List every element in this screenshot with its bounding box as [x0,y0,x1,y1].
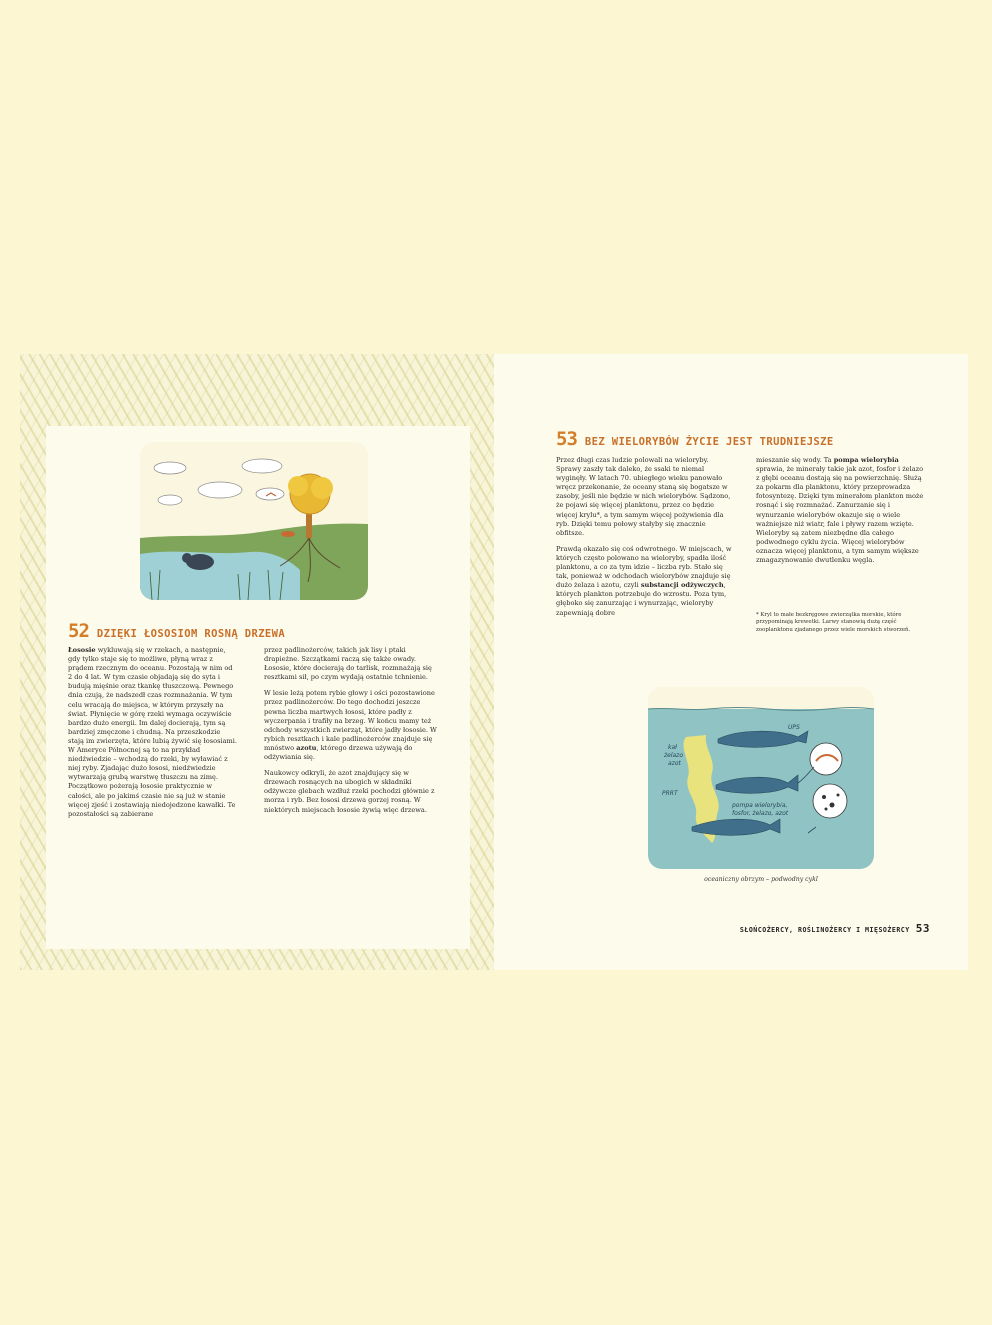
paragraph-text: Prawdą okazało się coś odwrotnego. W miejscach, w których często polowano na wieloryby, spadła ilość planktonu, a co za tym idzie – liczba ryb. Stało się tak, ponieważ w odchodach wielorybów znajduje się dużo żelaza i azotu, czyli [556,544,732,590]
section-number: 52 [68,620,89,642]
left-column-2 [264,646,440,822]
label-fosfor: fosfor, żelazo, azot [732,810,789,817]
bold-term: substancji odżywczych [640,581,724,590]
paragraph-text: mieszanie się wody. Ta [756,456,834,464]
bold-term: azotu [296,743,317,752]
paragraph: Naukowcy odkryli, że azot znajdujący się w drzewach rosnących na ubogich w składniki odżywcze glebach wzdłuż rzeki pochodzi głównie z morza i ryb. Bez łososi drzewa gorzej rosną. W niektórych miejscach łososie żywią więc drzewa. [264,769,435,814]
running-footer [740,922,930,935]
footer-text: SŁOŃCOŻERCY, ROŚLINOŻERCY I MIĘSOŻERCY [739,926,910,934]
left-page [20,354,494,970]
salmon-river-illustration [140,442,368,600]
section-title: DZIĘKI ŁOSOSIOM ROSNĄ DRZEWA [96,628,286,640]
label-azot: azot [668,760,681,767]
bold-term: Łososie [68,646,96,654]
paragraph [556,545,732,618]
whale-pump-diagram [648,687,874,869]
paragraph: Przez długi czas ludzie polowali na wieloryby. Sprawy zaszły tak daleko, że ssaki te niemal wyginęły. W latach 70. ubiegłego wieku panowało wręcz przekonanie, że oceany staną się bogatsze w zasoby, jeśli nie będzie w nich wielorybów. Sądzono, że pojawi się więcej planktonu, przez co będzie więcej krylu*, a tym samym więcej pożywienia dla ryb. Dzięki temu połowy stałyby się znacznie obfitsze. [556,456,731,537]
right-page [494,354,968,970]
left-column-1 [68,646,238,826]
page-number: 53 [915,922,930,935]
footnote: * Kryl to małe bezkręgowe zwierzątka morskie, które przypominają krewetki. Larwy stanowią dużą część zooplanktonu zjadanego przez wiele morskich stworzeń. [756,612,911,633]
section-52-heading [68,620,285,642]
label-pompa: pompa wielorybia, [732,802,788,809]
label-kal: kał [668,744,677,751]
label-ups: UPS [788,724,800,731]
paragraph [756,456,926,565]
paragraph-text: W lesie leżą potem rybie głowy i ości pozostawione przez padlinożerców. Do tego dochodzi jeszcze pewna liczba martwych łososi, które padły z wyczerpania i trafiły na brzeg. W końcu mamy też odchody wszystkich zwierząt, które jadły łososie. W rybich resztkach i kale padlinożerców znajduje się mnóstwo [264,689,437,752]
book-spread [20,354,968,970]
right-column-2 [756,456,926,572]
paragraph [68,646,238,819]
bold-term: pompa wielorybia [833,456,899,464]
label-prrt: PRRT [662,790,678,797]
paragraph-text: , których plankton potrzebuje do wzrostu. Poza tym, głęboko się zanurzając i wynurzając, wieloryby zapewniają dobre [556,581,727,617]
section-53-heading [556,428,834,450]
diagram-caption: oceaniczny obrzym – podwodny cykl [704,876,818,883]
paragraph: przez padlinożerców, takich jak lisy i ptaki drapieżne. Szczątkami raczą się także owady. Łososie, które docierają do tarlisk, rozmnażają się resztkami sił, po czym wydają ostatnie tchnienie. [264,646,432,682]
section-number: 53 [556,428,577,450]
left-content-panel [46,426,470,949]
label-zelazo: żelazo [664,752,684,759]
right-column-1 [556,456,732,625]
paragraph [264,689,440,762]
paragraph-text: , którego drzewa używają do odżywiania się. [264,743,413,762]
paragraph-text: sprawia, że minerały takie jak azot, fosfor i żelazo z głębi oceanu dostają się na powierzchnię. Służą za pokarm dla planktonu, który przeprowadza fotosyntezę. Dzięki tym minerałom plankton może rosnąć i się rozmnażać. Zanurzanie się i wynurzanie wielorybów okazuje się o wiele ważniejsze niż wiatr, fale i pływy razem wzięte. Wieloryby są zatem niezbędne dla całego podwodnego cyklu życia. Więcej wielorybów oznacza więcej planktonu, a tym samym większe zmagazynowanie dwutlenku węgla. [756,465,924,565]
section-title: BEZ WIELORYBÓW ŻYCIE JEST TRUDNIEJSZE [584,436,834,448]
paragraph-text: wykluwają się w rzekach, a następnie, gdy tylko staje się to możliwe, płyną wraz z prądem rzecznym do oceanu. Pozostają w nim od 2 do 4 lat. W tym czasie objadają się do syta i budują mięśnie oraz tkankę tłuszczową. Pewnego dnia czują, że nadszedł czas rozmnażania. W tym celu wracają do miejsca, w którym przyszły na świat. Płynięcie w górę rzeki wymaga oczywiście bardzo dużo energii. Im dalej docierają, tym są bardziej zmęczone i chudną. Na przeszkodzie stają im zwierzęta, które lubią żywić się łososiami. W Ameryce Północnej są to na przykład niedźwiedzie – wchodzą do rzeki, by wyławiać z niej ryby. Zjadając dużo łososi, niedźwiedzie wytwarzają grubą warstwę tłuszczu na zimę. Początkowo pożerają łososie praktycznie w całości, ale po jakimś czasie nie są już w stanie więcej zjeść i zostawiają niedojedzone kawałki. Te pozostałości są zabierane [68,646,237,818]
